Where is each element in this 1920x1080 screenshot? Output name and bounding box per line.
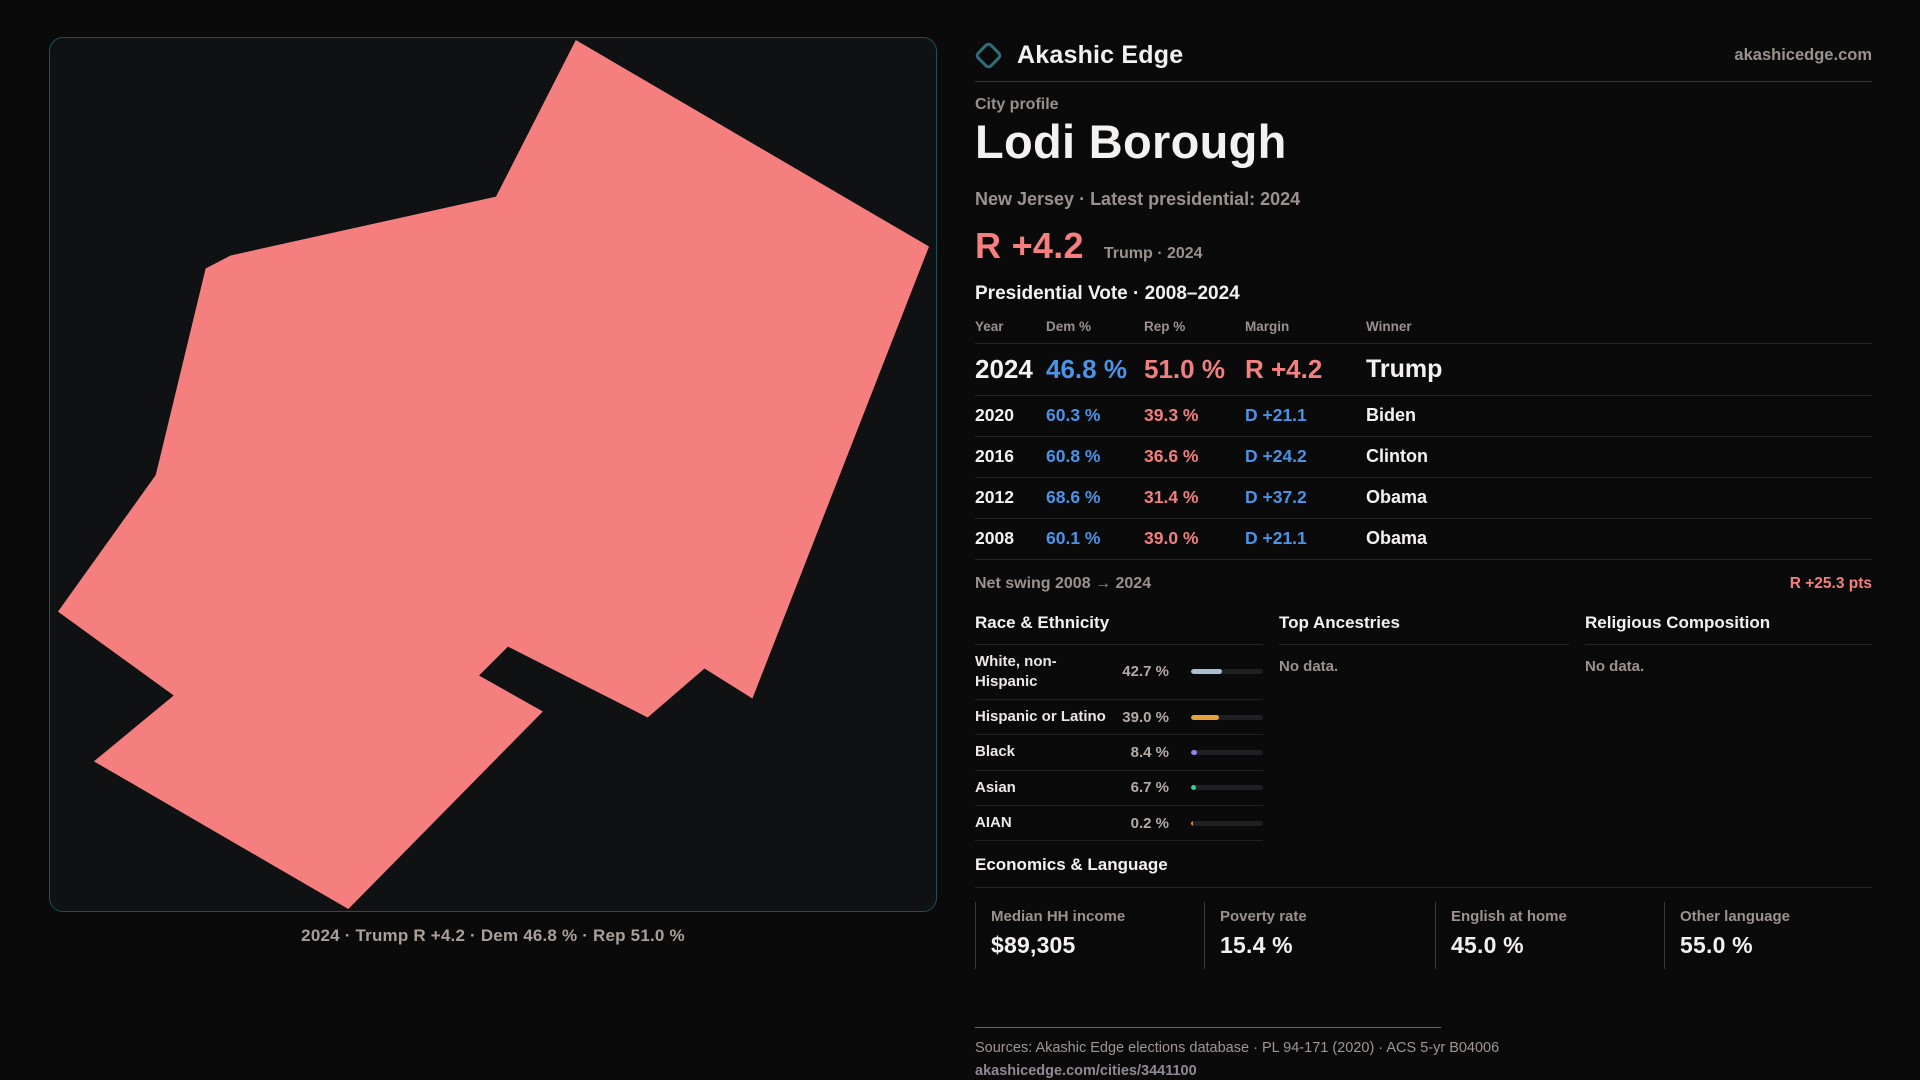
permalink[interactable]: akashicedge.com/cities/3441100 bbox=[975, 1063, 1197, 1080]
table-row bbox=[975, 437, 1872, 478]
list-item bbox=[975, 735, 1263, 770]
race-value: 42.7 % bbox=[1122, 663, 1169, 681]
cell-dem: 60.3 % bbox=[1046, 405, 1101, 426]
vote-table-title: Presidential Vote · 2008–2024 bbox=[975, 282, 1240, 304]
cell-margin: D +21.1 bbox=[1245, 405, 1307, 426]
stat-cell bbox=[1204, 902, 1435, 969]
cell-dem: 68.6 % bbox=[1046, 487, 1101, 508]
city-map-svg bbox=[50, 38, 936, 911]
stat-cell bbox=[975, 902, 1204, 969]
religion-section-title: Religious Composition bbox=[1585, 613, 1872, 645]
profile-panel bbox=[975, 30, 1872, 1079]
page-footer bbox=[975, 1027, 1872, 1079]
city-map-panel bbox=[49, 37, 937, 912]
list-item bbox=[975, 700, 1263, 735]
stat-label: Median HH income bbox=[991, 908, 1126, 926]
table-row bbox=[975, 478, 1872, 519]
stat-label: Poverty rate bbox=[1220, 908, 1307, 926]
list-item bbox=[975, 645, 1263, 701]
stat-cell bbox=[1435, 902, 1664, 969]
race-bar bbox=[1191, 821, 1263, 826]
ancestries-section bbox=[1279, 613, 1569, 842]
race-label: Hispanic or Latino bbox=[975, 708, 1106, 726]
city-boundary-shape bbox=[58, 40, 929, 909]
cell-rep: 36.6 % bbox=[1144, 446, 1199, 467]
cell-rep: 51.0 % bbox=[1144, 353, 1225, 384]
map-caption: 2024 · Trump R +4.2 · Dem 46.8 % · Rep 51.0 % bbox=[301, 926, 685, 945]
religion-section bbox=[1585, 613, 1872, 842]
col-margin: Margin bbox=[1245, 318, 1290, 334]
page-title: Lodi Borough bbox=[975, 115, 1287, 168]
latest-margin-context: Trump · 2024 bbox=[1103, 244, 1203, 262]
cell-rep: 31.4 % bbox=[1144, 487, 1199, 508]
race-label: AIAN bbox=[975, 813, 1012, 831]
cell-year: 2016 bbox=[975, 446, 1014, 467]
list-item bbox=[975, 806, 1263, 841]
col-year: Year bbox=[975, 318, 1004, 334]
cell-dem: 46.8 % bbox=[1046, 353, 1127, 384]
cell-margin: D +21.1 bbox=[1245, 528, 1307, 549]
col-rep: Rep % bbox=[1144, 318, 1186, 334]
race-label: Asian bbox=[975, 778, 1016, 796]
cell-dem: 60.8 % bbox=[1046, 446, 1101, 467]
stat-value: 15.4 % bbox=[1220, 932, 1293, 959]
cell-year: 2024 bbox=[975, 353, 1033, 384]
cell-winner: Obama bbox=[1366, 487, 1428, 508]
economics-stats bbox=[975, 902, 1872, 969]
table-row bbox=[975, 344, 1872, 396]
vote-table-header bbox=[975, 319, 1872, 344]
col-winner: Winner bbox=[1366, 318, 1412, 334]
cell-winner: Trump bbox=[1366, 354, 1443, 383]
demographics-columns bbox=[975, 613, 1872, 842]
race-value: 6.7 % bbox=[1130, 779, 1169, 797]
stat-label: English at home bbox=[1451, 908, 1567, 926]
cell-rep: 39.3 % bbox=[1144, 405, 1199, 426]
race-value: 39.0 % bbox=[1122, 708, 1169, 726]
latest-margin-row bbox=[975, 225, 1872, 267]
race-bar bbox=[1191, 785, 1263, 790]
table-row bbox=[975, 396, 1872, 437]
diamond-logo-icon bbox=[974, 41, 1004, 71]
cell-year: 2012 bbox=[975, 487, 1014, 508]
cell-margin: D +24.2 bbox=[1245, 446, 1307, 467]
page-eyebrow: City profile bbox=[975, 96, 1059, 113]
stat-value: 55.0 % bbox=[1680, 932, 1753, 959]
race-bar bbox=[1191, 669, 1263, 674]
net-swing-row bbox=[975, 575, 1872, 593]
net-swing-label: Net swing 2008 → 2024 bbox=[975, 574, 1152, 592]
cell-winner: Biden bbox=[1366, 405, 1417, 426]
cell-rep: 39.0 % bbox=[1144, 528, 1199, 549]
cell-year: 2008 bbox=[975, 528, 1014, 549]
stat-label: Other language bbox=[1680, 908, 1791, 926]
vote-table bbox=[975, 319, 1872, 560]
sources-text: Sources: Akashic Edge elections database · PL 94-171 (2020) · ACS 5-yr B04006 bbox=[975, 1040, 1500, 1057]
race-section-title: Race & Ethnicity bbox=[975, 613, 1263, 645]
table-row bbox=[975, 519, 1872, 560]
app-header bbox=[975, 30, 1872, 82]
stat-value: $89,305 bbox=[991, 932, 1076, 959]
page-subtitle: New Jersey · Latest presidential: 2024 bbox=[975, 188, 1301, 209]
cell-winner: Clinton bbox=[1366, 446, 1428, 467]
cell-dem: 60.1 % bbox=[1046, 528, 1101, 549]
race-ethnicity-section bbox=[975, 613, 1263, 842]
stat-value: 45.0 % bbox=[1451, 932, 1524, 959]
brand-name: Akashic Edge bbox=[1017, 41, 1184, 69]
religion-empty-state: No data. bbox=[1585, 657, 1645, 675]
race-label: Black bbox=[975, 743, 1016, 761]
footer-divider bbox=[975, 1027, 1441, 1028]
race-value: 8.4 % bbox=[1130, 744, 1169, 761]
cell-year: 2020 bbox=[975, 405, 1014, 426]
net-swing-value: R +25.3 pts bbox=[1789, 574, 1872, 592]
economics-section-title: Economics & Language bbox=[975, 855, 1872, 888]
ancestries-empty-state: No data. bbox=[1279, 657, 1339, 675]
race-value: 0.2 % bbox=[1130, 814, 1169, 832]
list-item bbox=[975, 771, 1263, 806]
stat-cell bbox=[1664, 902, 1872, 969]
race-bar bbox=[1191, 750, 1263, 755]
latest-margin-value: R +4.2 bbox=[975, 224, 1084, 266]
col-dem: Dem % bbox=[1046, 318, 1092, 334]
cell-margin: D +37.2 bbox=[1245, 487, 1307, 508]
cell-margin: R +4.2 bbox=[1245, 353, 1323, 384]
race-bar bbox=[1191, 715, 1263, 720]
race-label: White, non-Hispanic bbox=[975, 652, 1057, 690]
site-link[interactable]: akashicedge.com bbox=[1734, 46, 1872, 64]
cell-winner: Obama bbox=[1366, 528, 1428, 549]
ancestries-section-title: Top Ancestries bbox=[1279, 613, 1569, 645]
